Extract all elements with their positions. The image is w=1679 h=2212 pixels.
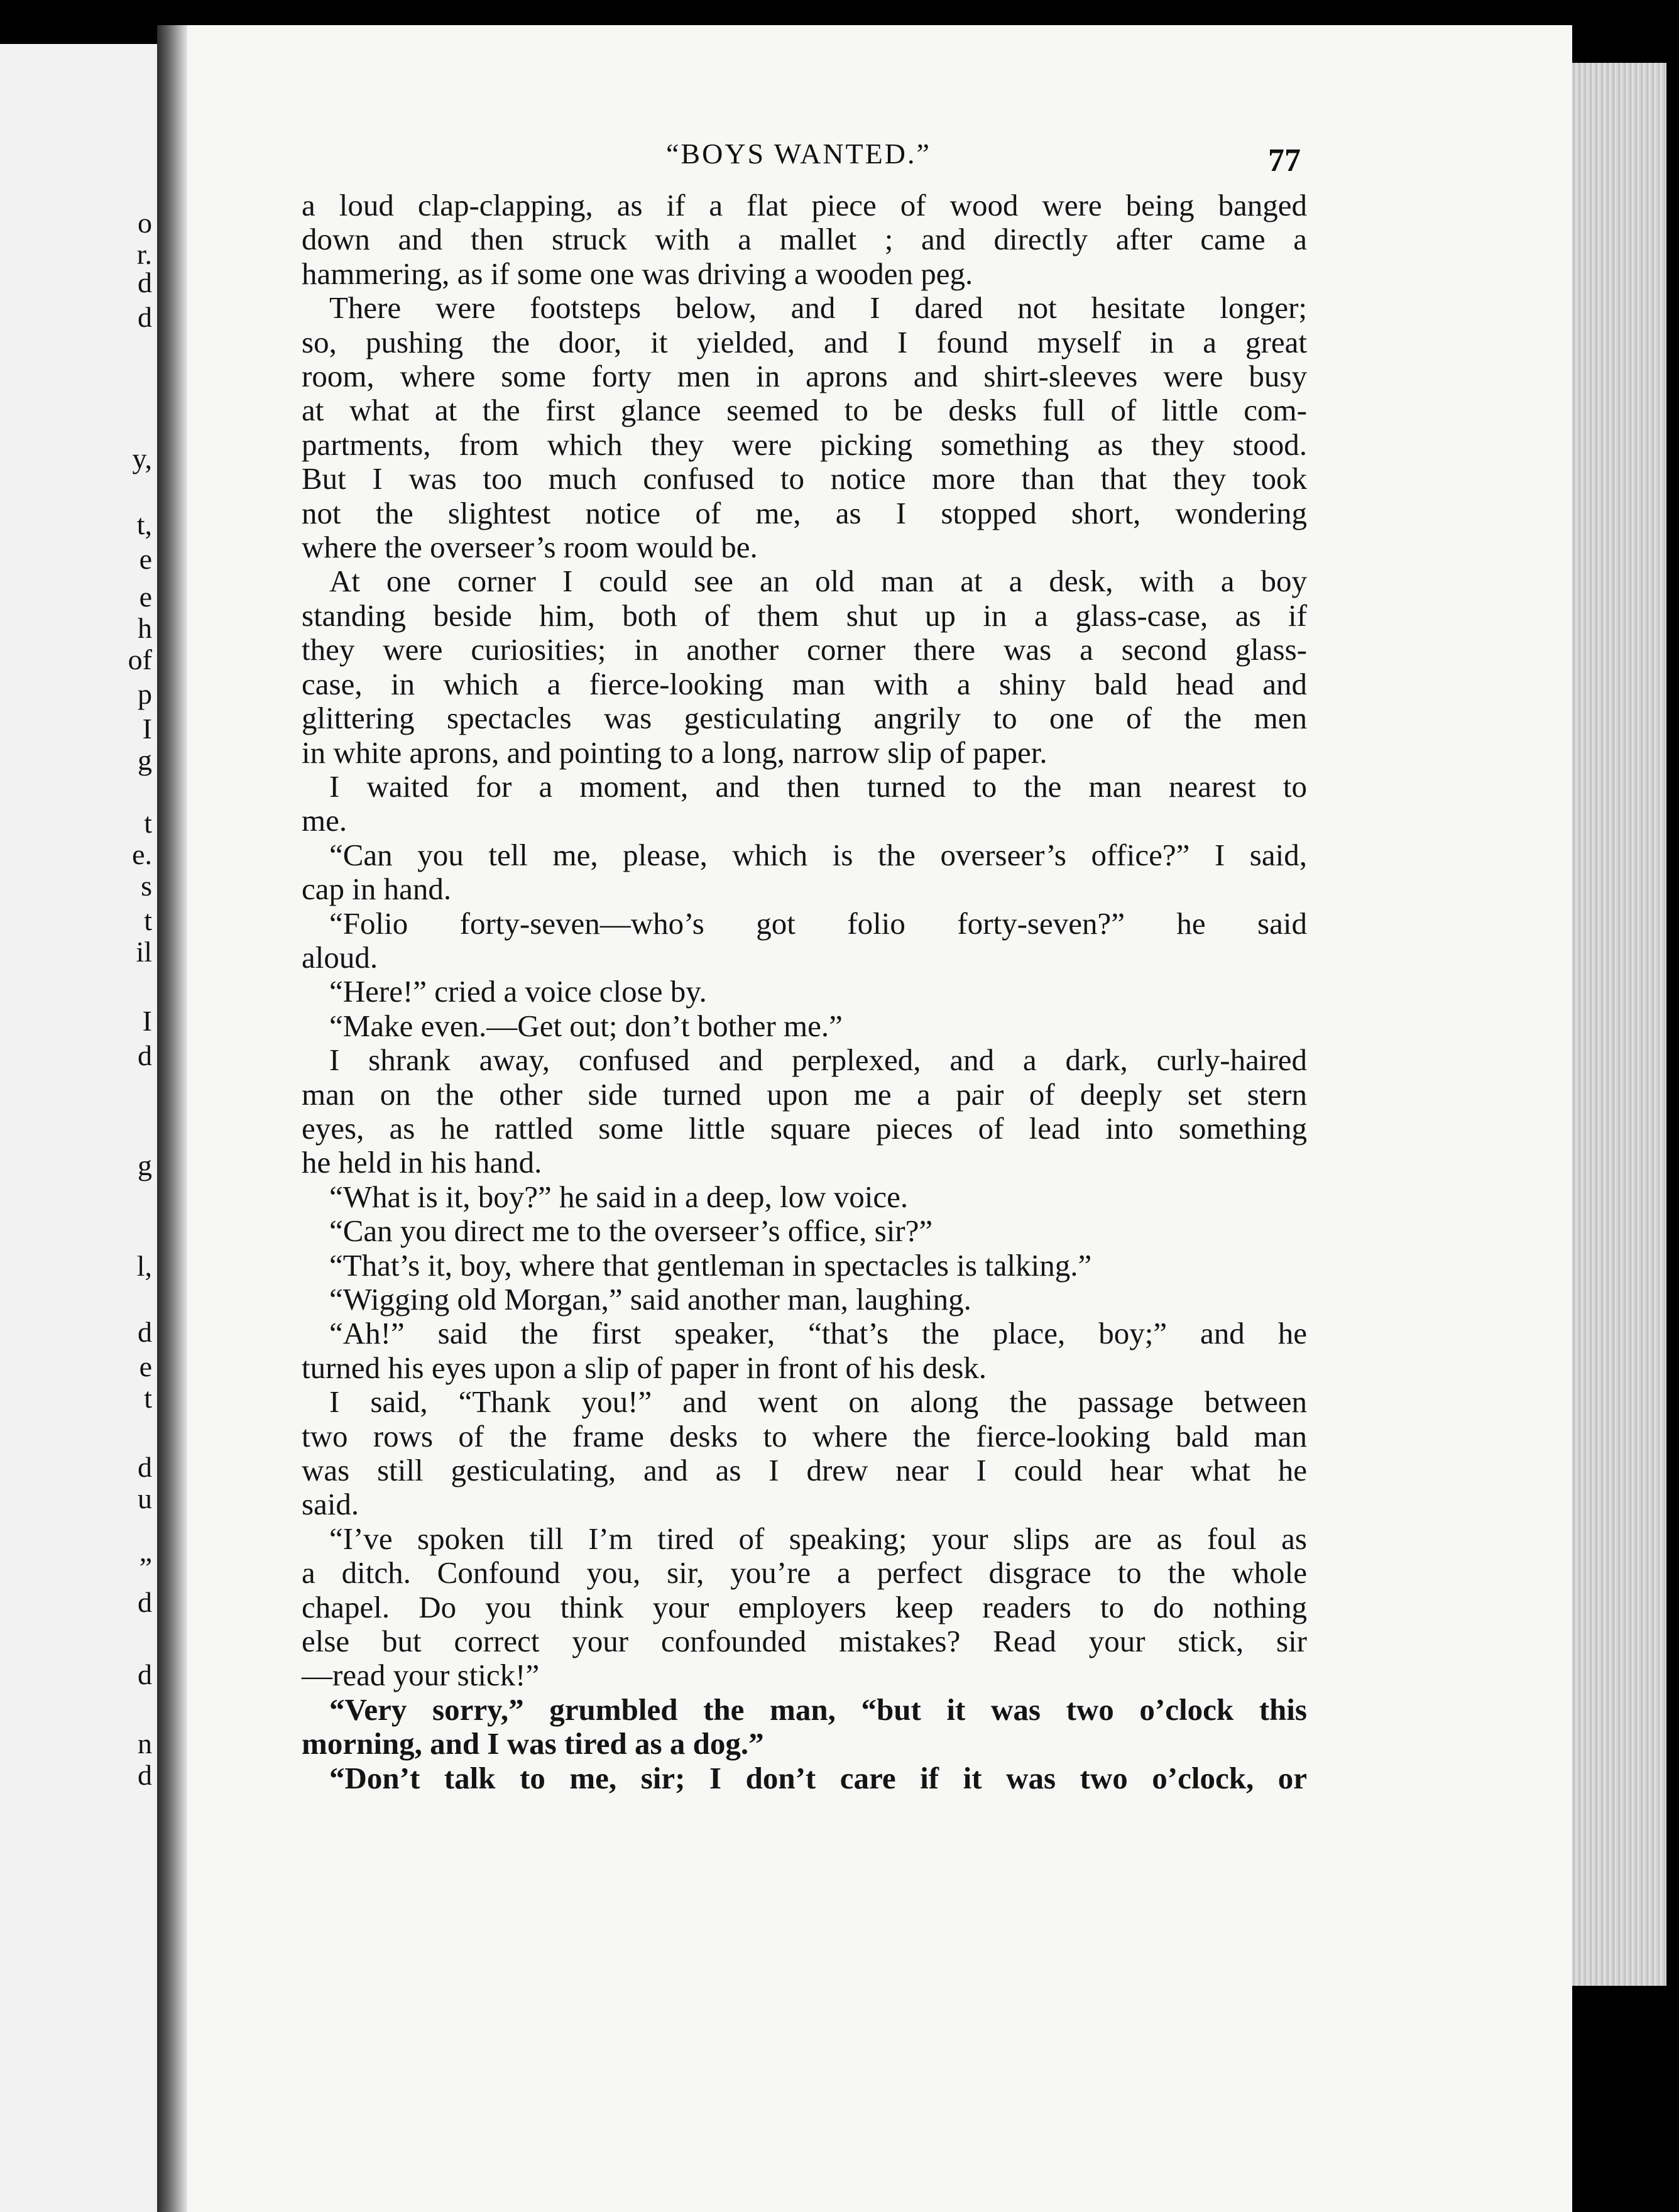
page-number: 77 xyxy=(1268,143,1301,178)
text-line: said. xyxy=(302,1487,359,1522)
margin-fragment: p xyxy=(138,678,152,710)
body-text xyxy=(302,189,1307,1795)
margin-fragment: e. xyxy=(132,838,152,870)
margin-fragment: t xyxy=(144,1382,152,1414)
text-line: morning, and I was tired as a dog.” xyxy=(302,1726,764,1761)
text-line: “Don’t talk to me, sir; I don’t care if it was two o’clock, or xyxy=(329,1760,1307,1795)
margin-fragment: h xyxy=(138,612,152,644)
margin-fragment: g xyxy=(138,744,152,776)
text-line: where the overseer’s room would be. xyxy=(302,530,758,565)
text-line: standing beside him, both of them shut up in a glass-case, as if xyxy=(302,598,1307,633)
text-line: There were footsteps below, and I dared not hesitate longer; xyxy=(329,290,1307,326)
margin-fragment: e xyxy=(139,1350,152,1382)
text-line: was still gesticulating, and as I drew near I could hear what he xyxy=(302,1453,1307,1488)
margin-fragment: d xyxy=(138,1658,152,1690)
text-line: “Ah!” said the first speaker, “that’s the place, boy;” and he xyxy=(329,1316,1307,1351)
margin-fragment: u xyxy=(138,1482,152,1514)
text-line: man on the other side turned upon me a pair of deeply set stern xyxy=(302,1076,1307,1112)
text-line: “Wigging old Morgan,” said another man, laughing. xyxy=(329,1282,971,1317)
text-line: —read your stick!” xyxy=(302,1658,540,1693)
text-line: else but correct your confounded mistakes? Read your stick, sir xyxy=(302,1624,1307,1659)
text-line: they were curiosities; in another corner there was a second glass- xyxy=(302,632,1307,667)
text-line: turned his eyes upon a slip of paper in front of his desk. xyxy=(302,1350,987,1385)
text-line: so, pushing the door, it yielded, and I found myself in a great xyxy=(302,324,1307,359)
margin-fragment: il xyxy=(136,936,152,968)
text-line: “Very sorry,” grumbled the man, “but it was two o’clock this xyxy=(329,1692,1307,1727)
text-line: partments, from which they were picking something as they stood. xyxy=(302,427,1307,462)
text-line: “Folio forty-seven—who’s got folio forty-seven?” he said xyxy=(329,906,1307,941)
margin-fragment: t xyxy=(144,807,152,839)
margin-fragment: I xyxy=(142,1005,152,1037)
margin-fragment: of xyxy=(128,643,152,676)
book-gutter xyxy=(157,25,187,2212)
margin-fragment: s xyxy=(141,870,152,902)
margin-fragment: o xyxy=(138,207,152,239)
text-line: But I was too much confused to notice more than that they took xyxy=(302,461,1307,496)
text-line: he held in his hand. xyxy=(302,1145,542,1180)
text-line: “I’ve spoken till I’m tired of speaking; your slips are as foul as xyxy=(329,1521,1307,1556)
margin-fragment: e xyxy=(139,543,152,575)
text-line: I said, “Thank you!” and went on along the passage between xyxy=(329,1384,1307,1420)
text-line: case, in which a fierce-looking man with a shiny bald head and xyxy=(302,666,1307,701)
text-line: “Can you tell me, please, which is the overseer’s office?” I said, xyxy=(329,837,1307,872)
margin-fragment: d xyxy=(138,266,152,298)
text-line: down and then struck with a mallet ; and directly after came a xyxy=(302,222,1307,257)
margin-fragment: l, xyxy=(136,1250,152,1282)
margin-fragment: t, xyxy=(136,508,152,540)
text-line: At one corner I could see an old man at a desk, with a boy xyxy=(329,564,1307,599)
margin-fragment: y, xyxy=(132,442,152,474)
text-line: room, where some forty men in aprons and shirt-sleeves were busy xyxy=(302,359,1307,394)
margin-fragment: d xyxy=(138,1759,152,1791)
text-line: hammering, as if some one was driving a wooden peg. xyxy=(302,256,973,291)
text-line: “Here!” cried a voice close by. xyxy=(329,974,707,1009)
text-line: “That’s it, boy, where that gentleman in spectacles is talking.” xyxy=(329,1247,1092,1283)
text-line: I shrank away, confused and perplexed, and a dark, curly-haired xyxy=(329,1043,1307,1078)
page-block-edges xyxy=(1572,63,1666,1986)
margin-fragment: n xyxy=(138,1727,152,1760)
text-line: glittering spectacles was gesticulating angrily to one of the men xyxy=(302,701,1307,736)
margin-fragment: g xyxy=(138,1149,152,1181)
text-line: a ditch. Confound you, sir, you’re a perfect disgrace to the whole xyxy=(302,1555,1307,1591)
text-line: me. xyxy=(302,803,347,838)
margin-fragment: d xyxy=(138,1451,152,1483)
margin-fragment: e xyxy=(139,581,152,613)
text-line: I waited for a moment, and then turned to the man nearest to xyxy=(329,769,1307,804)
text-line: two rows of the frame desks to where the fierce-looking bald man xyxy=(302,1418,1307,1454)
text-line: a loud clap-clapping, as if a flat piece of wood were being banged xyxy=(302,188,1307,222)
running-title: “BOYS WANTED.” xyxy=(666,138,931,170)
margin-fragment: ” xyxy=(139,1552,152,1584)
facing-page-edge xyxy=(0,44,157,2212)
text-line: “What is it, boy?” he said in a deep, low voice. xyxy=(329,1179,909,1214)
text-line: eyes, as he rattled some little square pieces of lead into something xyxy=(302,1110,1307,1146)
text-line: aloud. xyxy=(302,939,378,975)
margin-fragment: d xyxy=(138,301,152,333)
margin-fragment: d xyxy=(138,1586,152,1618)
text-line: at what at the first glance seemed to be desks full of little com- xyxy=(302,393,1307,428)
margin-fragment: d xyxy=(138,1039,152,1071)
margin-fragment: I xyxy=(142,713,152,745)
text-line: in white aprons, and pointing to a long, narrow slip of paper. xyxy=(302,735,1047,770)
margin-fragment: d xyxy=(138,1316,152,1348)
text-line: “Make even.—Get out; don’t bother me.” xyxy=(329,1008,843,1043)
margin-fragment: r. xyxy=(136,238,152,270)
text-line: “Can you direct me to the overseer’s office, sir?” xyxy=(329,1213,933,1249)
text-line: chapel. Do you think your employers keep readers to do nothing xyxy=(302,1589,1307,1624)
margin-fragment: t xyxy=(144,904,152,936)
text-line: not the slightest notice of me, as I stopped short, wondering xyxy=(302,495,1307,530)
text-line: cap in hand. xyxy=(302,872,452,907)
